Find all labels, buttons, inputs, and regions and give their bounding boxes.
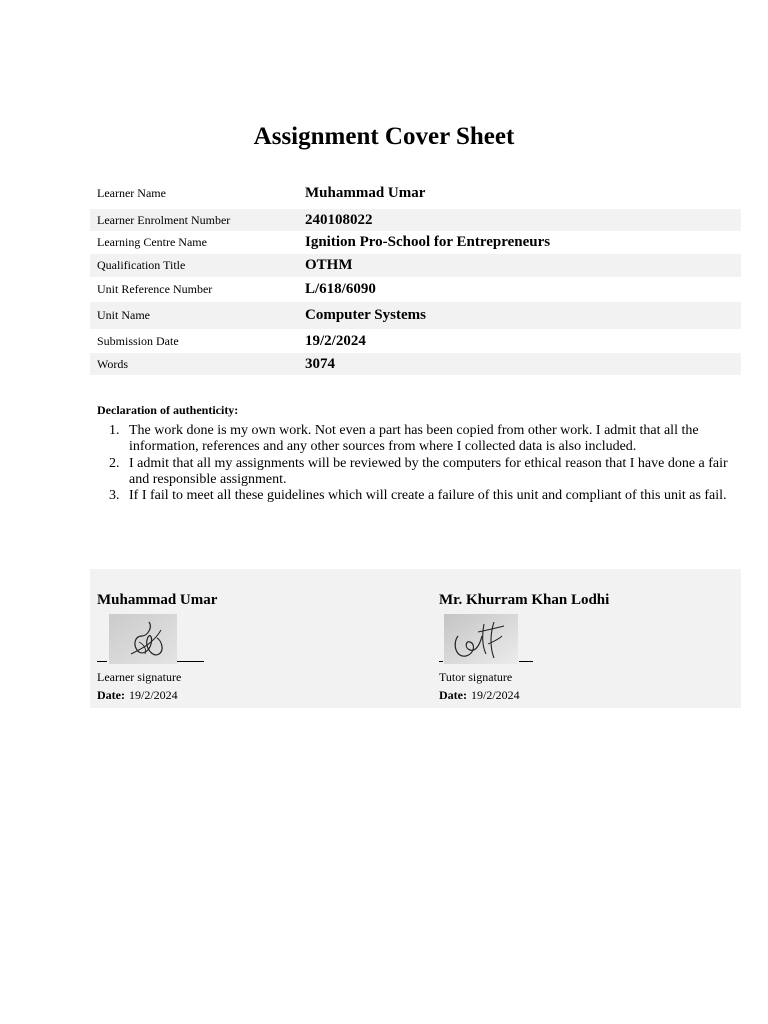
table-row xyxy=(90,209,741,231)
field-label: Learner Enrolment Number xyxy=(97,212,231,227)
signature-section xyxy=(90,569,741,708)
field-label: Unit Name xyxy=(97,308,150,322)
field-label: Words xyxy=(97,356,129,371)
declaration-list xyxy=(97,423,737,504)
tutor-signature-line xyxy=(439,614,535,664)
field-value: L/618/6090 xyxy=(305,281,376,297)
tutor-date xyxy=(439,688,520,703)
list-item xyxy=(97,488,737,504)
table-row xyxy=(90,277,741,302)
list-text: I admit that all my assignments will be reviewed by the computers for ethical reason that I have done a fair and responsible assignment. xyxy=(129,455,728,487)
list-number: 3. xyxy=(109,488,120,503)
date-value: 19/2/2024 xyxy=(128,688,178,702)
list-item xyxy=(97,423,737,455)
table-row xyxy=(90,353,741,375)
learner-signature-line xyxy=(97,614,207,664)
list-text: The work done is my own work. Not even a part has been copied from other work. I admit that all the information, references and any other sources from where I collected data is also included. xyxy=(129,423,699,454)
table-row xyxy=(90,180,741,206)
tutor-signature-image xyxy=(444,614,518,664)
tutor-name: Mr. Khurram Khan Lodhi xyxy=(439,592,610,608)
learner-name: Muhammad Umar xyxy=(97,592,218,608)
field-label: Learner Name xyxy=(97,185,166,200)
field-value: Ignition Pro-School for Entrepreneurs xyxy=(305,234,551,250)
field-value: Computer Systems xyxy=(305,307,426,323)
learner-date xyxy=(97,688,178,703)
date-value: 19/2/2024 xyxy=(470,688,520,702)
table-row xyxy=(90,329,741,353)
field-value: Muhammad Umar xyxy=(305,184,426,201)
list-number: 1. xyxy=(109,423,120,438)
declaration-heading: Declaration of authenticity: xyxy=(97,403,239,417)
field-value: 3074 xyxy=(305,355,335,372)
field-label: Learning Centre Name xyxy=(97,235,207,249)
field-value: 19/2/2024 xyxy=(305,332,366,349)
date-label: Date: xyxy=(97,688,125,702)
field-label: Unit Reference Number xyxy=(97,282,213,296)
list-item xyxy=(97,456,737,488)
list-text: If I fail to meet all these guidelines which will create a failure of this unit and compliant of this unit as fail. xyxy=(129,488,727,503)
page-title: Assignment Cover Sheet xyxy=(253,123,515,150)
field-value: OTHM xyxy=(305,257,353,273)
declaration-section xyxy=(97,402,737,505)
learner-signature-image xyxy=(109,614,177,664)
learner-signature-caption: Learner signature xyxy=(97,670,182,684)
table-row xyxy=(90,302,741,329)
learner-info-table xyxy=(90,180,741,375)
table-row xyxy=(90,231,741,254)
list-number: 2. xyxy=(109,455,120,471)
field-label: Submission Date xyxy=(97,333,179,348)
table-row xyxy=(90,254,741,277)
field-value: 240108022 xyxy=(305,211,373,228)
date-label: Date: xyxy=(439,688,467,702)
tutor-signature-caption: Tutor signature xyxy=(439,670,513,684)
field-label: Qualification Title xyxy=(97,258,186,272)
